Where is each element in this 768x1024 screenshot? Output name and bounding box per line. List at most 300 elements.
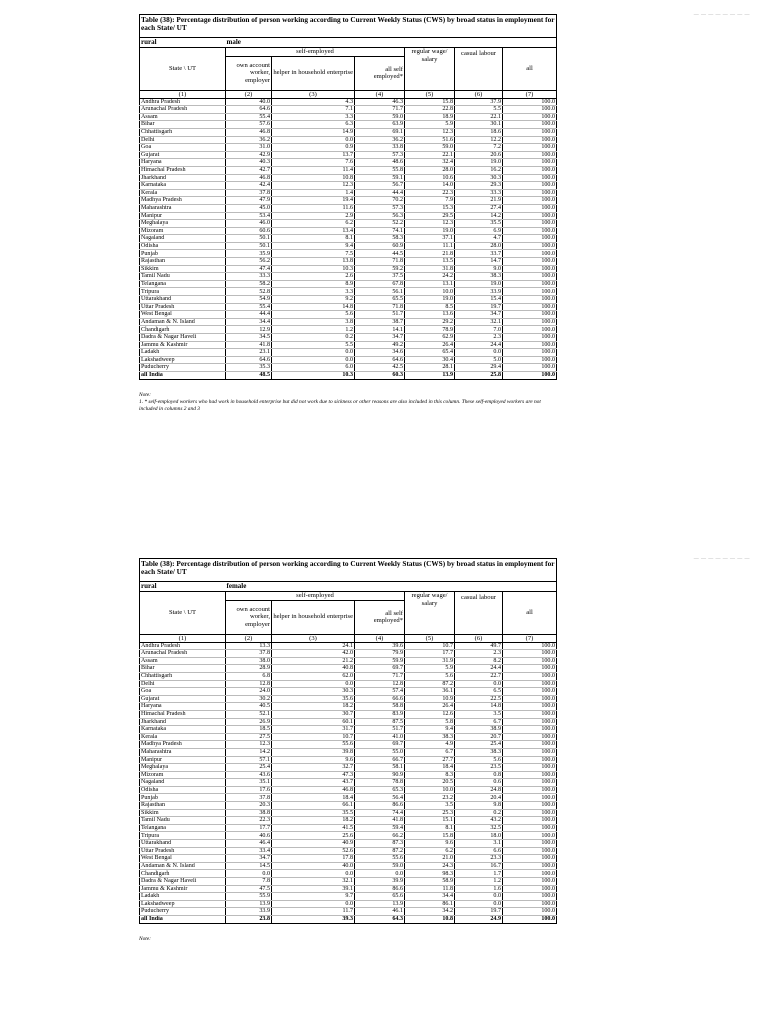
value-cell: 35.5: [455, 220, 503, 228]
table-row: [140, 672, 557, 680]
state-name-cell: Haryana: [140, 703, 226, 711]
total-value-cell: 25.8: [455, 371, 503, 379]
value-cell: 35.3: [226, 364, 272, 372]
table-row: [140, 885, 557, 893]
value-cell: 40.5: [226, 703, 272, 711]
state-name-cell: Kerala: [140, 733, 226, 741]
value-cell: 13.6: [405, 311, 455, 319]
table-row: [140, 862, 557, 870]
value-cell: 3.5: [405, 802, 455, 810]
value-cell: 46.1: [355, 908, 405, 916]
value-cell: 9.0: [455, 265, 503, 273]
value-cell: 8.5: [405, 303, 455, 311]
value-cell: 25.6: [272, 832, 355, 840]
value-cell: 56.2: [226, 258, 272, 266]
value-cell: 48.6: [355, 159, 405, 167]
table-row: [140, 695, 557, 703]
value-cell: 36.2: [355, 136, 405, 144]
value-cell: 6.3: [272, 121, 355, 129]
value-cell: 10.0: [405, 786, 455, 794]
table-row: [140, 356, 557, 364]
state-name-cell: Arunachal Pradesh: [140, 106, 226, 114]
value-cell: 63.9: [355, 121, 405, 129]
table-row: [140, 296, 557, 304]
col-number: (4): [355, 634, 405, 642]
value-cell: 14.5: [226, 862, 272, 870]
value-cell: 100.0: [503, 885, 557, 893]
state-name-cell: Rajasthan: [140, 802, 226, 810]
value-cell: 86.1: [405, 900, 455, 908]
value-cell: 34.7: [226, 855, 272, 863]
state-name-cell: Dadra & Nagar Haveli: [140, 334, 226, 342]
table-row: [140, 855, 557, 863]
value-cell: 56.4: [355, 794, 405, 802]
value-cell: 74.1: [355, 227, 405, 235]
table-row: [140, 794, 557, 802]
state-name-cell: Ladakh: [140, 349, 226, 357]
total-value-cell: 24.9: [455, 915, 503, 923]
state-name-cell: Odisha: [140, 242, 226, 250]
value-cell: 100.0: [503, 144, 557, 152]
value-cell: 49.2: [355, 341, 405, 349]
value-cell: 44.4: [355, 189, 405, 197]
value-cell: 34.4: [226, 318, 272, 326]
state-name-cell: Jammu & Kashmir: [140, 885, 226, 893]
value-cell: 5.6: [455, 756, 503, 764]
value-cell: 0.0: [455, 900, 503, 908]
value-cell: 36.1: [405, 688, 455, 696]
col-number: (4): [355, 90, 405, 98]
value-cell: 13.7: [272, 151, 355, 159]
state-name-cell: Tamil Nadu: [140, 817, 226, 825]
table-row: [140, 334, 557, 342]
value-cell: 50.1: [226, 235, 272, 243]
value-cell: 38.3: [405, 733, 455, 741]
col-group-self-employed: self-employed: [226, 592, 405, 601]
state-name-cell: Chhattisgarh: [140, 672, 226, 680]
value-cell: 100.0: [503, 893, 557, 901]
table-row: [140, 265, 557, 273]
value-cell: 10.7: [272, 733, 355, 741]
value-cell: 59.0: [355, 862, 405, 870]
value-cell: 30.3: [272, 688, 355, 696]
state-name-cell: Karnataka: [140, 726, 226, 734]
value-cell: 56.3: [355, 212, 405, 220]
value-cell: 51.7: [355, 311, 405, 319]
value-cell: 0.0: [226, 870, 272, 878]
value-cell: 100.0: [503, 296, 557, 304]
value-cell: 57.6: [226, 121, 272, 129]
value-cell: 7.0: [455, 326, 503, 334]
value-cell: 9.7: [272, 893, 355, 901]
value-cell: 69.7: [355, 665, 405, 673]
col-header-state: State \ UT: [140, 48, 226, 91]
value-cell: 18.4: [272, 794, 355, 802]
value-cell: 38.3: [455, 748, 503, 756]
state-name-cell: Chandigarh: [140, 326, 226, 334]
total-value-cell: 64.3: [355, 915, 405, 923]
value-cell: 90.9: [355, 771, 405, 779]
value-cell: 59.2: [355, 265, 405, 273]
table-row: [140, 182, 557, 190]
state-name-cell: Punjab: [140, 794, 226, 802]
value-cell: 100.0: [503, 250, 557, 258]
value-cell: 39.6: [355, 642, 405, 650]
value-cell: 100.0: [503, 334, 557, 342]
table-row: [140, 166, 557, 174]
value-cell: 100.0: [503, 802, 557, 810]
value-cell: 24.3: [405, 862, 455, 870]
value-cell: 8.2: [455, 657, 503, 665]
value-cell: 0.2: [455, 809, 503, 817]
value-cell: 100.0: [503, 794, 557, 802]
value-cell: 34.5: [226, 334, 272, 342]
value-cell: 37.8: [226, 189, 272, 197]
value-cell: 0.2: [272, 334, 355, 342]
value-cell: 66.2: [355, 832, 405, 840]
value-cell: 10.9: [405, 695, 455, 703]
value-cell: 32.1: [455, 318, 503, 326]
total-label-cell: all India: [140, 371, 226, 379]
value-cell: 32.5: [455, 824, 503, 832]
value-cell: 30.2: [226, 695, 272, 703]
value-cell: 14.7: [455, 258, 503, 266]
value-cell: 54.9: [226, 296, 272, 304]
value-cell: 33.7: [455, 250, 503, 258]
value-cell: 10.0: [405, 288, 455, 296]
value-cell: 14.2: [226, 748, 272, 756]
value-cell: 100.0: [503, 227, 557, 235]
data-table: [139, 14, 557, 380]
value-cell: 55.4: [226, 113, 272, 121]
value-cell: 87.3: [355, 840, 405, 848]
value-cell: 83.9: [355, 710, 405, 718]
value-cell: 12.8: [355, 680, 405, 688]
value-cell: 17.7: [226, 824, 272, 832]
value-cell: 65.3: [355, 786, 405, 794]
value-cell: 24.1: [272, 642, 355, 650]
gender-label: male: [226, 38, 557, 48]
value-cell: 33.8: [355, 144, 405, 152]
value-cell: 0.0: [272, 900, 355, 908]
table-title: Table (38): Percentage distribution of person working according to Current Weekly Status (CWS) by broad status in employment for each State/ UT: [140, 15, 557, 38]
value-cell: 87.2: [405, 680, 455, 688]
value-cell: 26.9: [226, 718, 272, 726]
value-cell: 21.2: [272, 657, 355, 665]
value-cell: 32.7: [272, 764, 355, 772]
total-value-cell: 100.0: [503, 915, 557, 923]
col-number: (2): [226, 634, 272, 642]
value-cell: 9.4: [272, 242, 355, 250]
state-name-cell: Gujarat: [140, 695, 226, 703]
value-cell: 1.2: [272, 326, 355, 334]
value-cell: 33.3: [455, 189, 503, 197]
table-row: [140, 893, 557, 901]
value-cell: 100.0: [503, 665, 557, 673]
value-cell: 100.0: [503, 809, 557, 817]
value-cell: 100.0: [503, 840, 557, 848]
value-cell: 46.8: [272, 786, 355, 794]
col-header-own-account: own account worker, employer: [226, 600, 272, 634]
value-cell: 40.9: [272, 840, 355, 848]
value-cell: 22.3: [405, 189, 455, 197]
value-cell: 45.0: [226, 204, 272, 212]
table-row: [140, 908, 557, 916]
value-cell: 12.3: [405, 128, 455, 136]
total-value-cell: 23.8: [226, 915, 272, 923]
value-cell: 31.0: [226, 144, 272, 152]
note-label: Note:: [139, 935, 151, 942]
value-cell: 23.2: [405, 794, 455, 802]
value-cell: 100.0: [503, 220, 557, 228]
value-cell: 25.4: [226, 764, 272, 772]
state-name-cell: Tamil Nadu: [140, 273, 226, 281]
value-cell: 41.0: [355, 733, 405, 741]
value-cell: 13.1: [405, 280, 455, 288]
value-cell: 100.0: [503, 258, 557, 266]
state-name-cell: Tripura: [140, 832, 226, 840]
table-row: [140, 688, 557, 696]
value-cell: 100.0: [503, 349, 557, 357]
value-cell: 27.4: [455, 204, 503, 212]
table-row: [140, 840, 557, 848]
value-cell: 44.4: [226, 311, 272, 319]
value-cell: 22.5: [455, 695, 503, 703]
value-cell: 87.5: [355, 718, 405, 726]
value-cell: 58.3: [355, 235, 405, 243]
state-name-cell: Bihar: [140, 121, 226, 129]
value-cell: 37.9: [455, 98, 503, 106]
value-cell: 66.6: [355, 695, 405, 703]
value-cell: 47.3: [272, 771, 355, 779]
value-cell: 20.3: [226, 802, 272, 810]
state-name-cell: Mizoram: [140, 771, 226, 779]
value-cell: 69.7: [355, 741, 405, 749]
col-header-all-self: all self employed*: [355, 56, 405, 90]
value-cell: 100.0: [503, 280, 557, 288]
value-cell: 18.6: [455, 128, 503, 136]
value-cell: 86.6: [355, 885, 405, 893]
value-cell: 10.7: [405, 642, 455, 650]
value-cell: 34.2: [405, 908, 455, 916]
value-cell: 19.0: [405, 227, 455, 235]
value-cell: 41.5: [272, 824, 355, 832]
value-cell: 17.7: [405, 650, 455, 658]
state-name-cell: Rajasthan: [140, 258, 226, 266]
state-name-cell: Delhi: [140, 680, 226, 688]
value-cell: 20.7: [455, 733, 503, 741]
value-cell: 55.6: [272, 741, 355, 749]
table-row: [140, 189, 557, 197]
value-cell: 14.8: [272, 303, 355, 311]
total-value-cell: 60.3: [355, 371, 405, 379]
value-cell: 21.0: [405, 855, 455, 863]
value-cell: 14.8: [455, 703, 503, 711]
value-cell: 20.4: [455, 794, 503, 802]
state-name-cell: Andaman & N. Island: [140, 318, 226, 326]
state-name-cell: Meghalaya: [140, 220, 226, 228]
value-cell: 30.1: [455, 121, 503, 129]
value-cell: 42.4: [226, 182, 272, 190]
state-name-cell: Meghalaya: [140, 764, 226, 772]
value-cell: 11.1: [405, 242, 455, 250]
value-cell: 35.6: [272, 695, 355, 703]
sector-label: rural: [140, 582, 226, 592]
value-cell: 59.4: [355, 824, 405, 832]
value-cell: 59.0: [405, 144, 455, 152]
state-name-cell: Himachal Pradesh: [140, 710, 226, 718]
value-cell: 10.3: [272, 265, 355, 273]
value-cell: 100.0: [503, 756, 557, 764]
table-block-rural-male: [139, 14, 556, 413]
value-cell: 34.7: [455, 311, 503, 319]
value-cell: 42.9: [226, 151, 272, 159]
page-corner-annotation: — — — — — — — —: [693, 557, 750, 562]
table-row: [140, 311, 557, 319]
value-cell: 64.6: [226, 106, 272, 114]
state-name-cell: Chandigarh: [140, 870, 226, 878]
value-cell: 60.1: [272, 718, 355, 726]
value-cell: 32.1: [272, 878, 355, 886]
state-name-cell: Manipur: [140, 756, 226, 764]
value-cell: 7.8: [226, 878, 272, 886]
value-cell: 100.0: [503, 824, 557, 832]
value-cell: 100.0: [503, 159, 557, 167]
table-row: [140, 718, 557, 726]
value-cell: 9.8: [455, 802, 503, 810]
value-cell: 40.0: [226, 98, 272, 106]
table-note: [139, 392, 556, 413]
value-cell: 46.0: [226, 220, 272, 228]
col-header-all: all: [503, 48, 557, 91]
value-cell: 37.8: [226, 650, 272, 658]
table-row: [140, 832, 557, 840]
value-cell: 100.0: [503, 174, 557, 182]
table-row: [140, 650, 557, 658]
value-cell: 100.0: [503, 318, 557, 326]
value-cell: 46.8: [226, 174, 272, 182]
value-cell: 5.5: [455, 106, 503, 114]
table-title: Table (38): Percentage distribution of person working according to Current Weekly Status (CWS) by broad status in employment for each State/ UT: [140, 559, 557, 582]
col-header-own-account: own account worker, employer: [226, 56, 272, 90]
value-cell: 52.2: [355, 220, 405, 228]
table-row: [140, 273, 557, 281]
value-cell: 100.0: [503, 242, 557, 250]
value-cell: 60.6: [226, 227, 272, 235]
value-cell: 42.7: [226, 166, 272, 174]
table-row: [140, 258, 557, 266]
value-cell: 3.1: [455, 840, 503, 848]
page-corner-annotation: — — — — — — — —: [693, 13, 750, 18]
value-cell: 100.0: [503, 832, 557, 840]
value-cell: 0.0: [455, 680, 503, 688]
value-cell: 74.4: [355, 809, 405, 817]
value-cell: 41.8: [226, 341, 272, 349]
value-cell: 18.5: [226, 726, 272, 734]
value-cell: 69.1: [355, 128, 405, 136]
value-cell: 60.9: [355, 242, 405, 250]
state-name-cell: West Bengal: [140, 311, 226, 319]
value-cell: 43.7: [272, 779, 355, 787]
value-cell: 17.6: [226, 786, 272, 794]
table-row: [140, 817, 557, 825]
value-cell: 27.7: [405, 756, 455, 764]
value-cell: 12.3: [226, 741, 272, 749]
value-cell: 28.0: [405, 166, 455, 174]
value-cell: 18.4: [405, 764, 455, 772]
value-cell: 65.4: [405, 349, 455, 357]
value-cell: 22.8: [405, 106, 455, 114]
value-cell: 37.8: [226, 794, 272, 802]
value-cell: 5.9: [405, 665, 455, 673]
state-name-cell: Karnataka: [140, 182, 226, 190]
value-cell: 6.2: [272, 220, 355, 228]
value-cell: 8.3: [405, 771, 455, 779]
table-row: [140, 341, 557, 349]
value-cell: 100.0: [503, 235, 557, 243]
value-cell: 100.0: [503, 341, 557, 349]
table-row: [140, 364, 557, 372]
value-cell: 100.0: [503, 703, 557, 711]
value-cell: 12.3: [405, 220, 455, 228]
value-cell: 10.6: [405, 174, 455, 182]
value-cell: 100.0: [503, 748, 557, 756]
value-cell: 55.8: [355, 166, 405, 174]
value-cell: 71.8: [355, 258, 405, 266]
value-cell: 44.5: [355, 250, 405, 258]
value-cell: 28.0: [455, 242, 503, 250]
value-cell: 18.9: [405, 113, 455, 121]
col-number: (3): [272, 90, 355, 98]
table-row: [140, 212, 557, 220]
value-cell: 14.0: [405, 182, 455, 190]
col-header-all-self: all self employed*: [355, 600, 405, 634]
table-row: [140, 809, 557, 817]
value-cell: 14.2: [455, 212, 503, 220]
value-cell: 20.5: [405, 779, 455, 787]
state-name-cell: West Bengal: [140, 855, 226, 863]
value-cell: 100.0: [503, 151, 557, 159]
state-name-cell: Uttar Pradesh: [140, 303, 226, 311]
value-cell: 58.2: [226, 280, 272, 288]
table-row: [140, 121, 557, 129]
col-header-casual: casual labour: [455, 48, 503, 91]
value-cell: 62.9: [405, 334, 455, 342]
table-row: [140, 242, 557, 250]
value-cell: 100.0: [503, 855, 557, 863]
value-cell: 13.9: [226, 900, 272, 908]
state-name-cell: Manipur: [140, 212, 226, 220]
total-row: [140, 371, 557, 379]
value-cell: 40.8: [272, 665, 355, 673]
value-cell: 100.0: [503, 688, 557, 696]
value-cell: 98.3: [405, 870, 455, 878]
value-cell: 29.5: [405, 212, 455, 220]
sector-label: rural: [140, 38, 226, 48]
value-cell: 59.0: [355, 113, 405, 121]
value-cell: 1.6: [455, 885, 503, 893]
note-label: Note:: [139, 391, 151, 398]
data-table: [139, 558, 557, 924]
col-number: (6): [455, 634, 503, 642]
value-cell: 28.9: [226, 665, 272, 673]
value-cell: 35.5: [272, 809, 355, 817]
value-cell: 37.1: [405, 235, 455, 243]
value-cell: 31.9: [405, 657, 455, 665]
value-cell: 33.4: [226, 847, 272, 855]
value-cell: 38.9: [455, 726, 503, 734]
value-cell: 53.4: [226, 212, 272, 220]
